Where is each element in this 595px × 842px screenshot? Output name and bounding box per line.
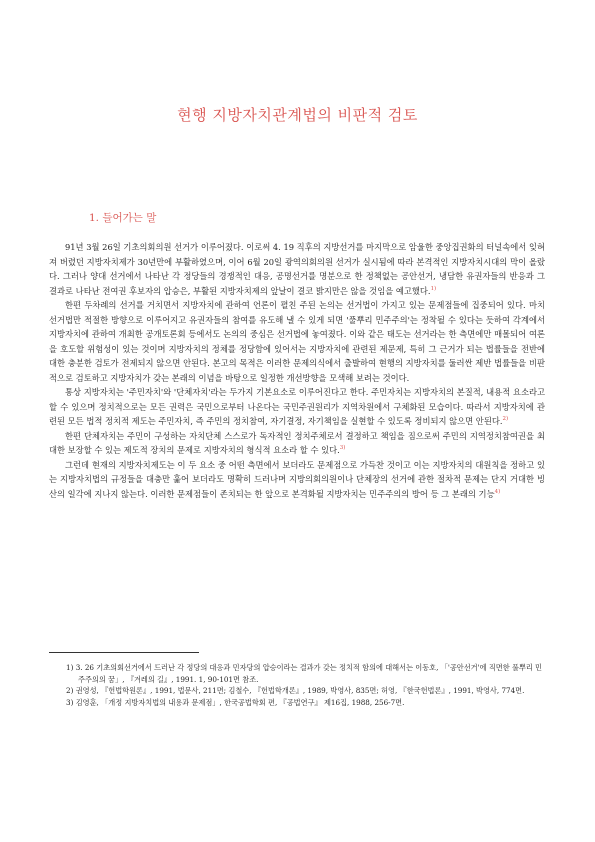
- paragraph-1: [49, 240, 545, 298]
- footnote-2: [66, 685, 548, 697]
- paragraph-1-text: 91년 3월 26일 기초의회의원 선거가 이루어졌다. 이로써 4. 19 직후의 지방선거를 마지막으로 암울한 중앙집권화의 터널속에서 잊혀져 버렸던 지방자치제가 30년만에 부활하였으며, 이어 6월 20일 광역의회의원 선거가 실시됨에 따라 본격적인 지방자치시대의 막이 올랐다. 그러나 양대 선거에서 나타난 각 정당들의 경쟁적인 대응, 공명선거를 명분으로 한 정책없는 공안선거, 냉담한 유권자들의 반응과 그 결과로 나타난 전여권 후보자의 압승은, 부활된 지방자치제의 앞날이 결코 밝지만은 않을 것임을 예고했다.: [49, 242, 545, 296]
- footnote-2-text: 권영성, 『헌법학원론』, 1991, 법문사, 211면; 김철수, 『헌법학개론』, 1989, 박영사, 835면; 허영, 『한국헌법론』, 1991, 박영사, 774면.: [75, 686, 525, 696]
- document-title: 현행 지방자치관계법의 비판적 검토: [177, 106, 418, 124]
- footnote-divider: [49, 652, 199, 653]
- paragraph-5: [49, 458, 545, 502]
- footnote-3-mark: 3): [66, 697, 74, 707]
- footnote-1: [66, 662, 548, 685]
- footnotes: [66, 662, 548, 708]
- paragraph-4: [49, 429, 545, 458]
- footnote-3-text: 김영훈, 「개정 지방자치법의 내용과 문제점」, 한국공법학회 편, 『공법연구』 제16집, 1988, 256-7면.: [75, 697, 405, 707]
- footnote-1-text: 3. 26 기초의회선거에서 드러난 각 정당의 대응과 민자당의 압승이라는 결과가 갖는 정치적 함의에 대해서는 이동호, 「'공안선거'에 직면한 풀뿌리 민주주의의 꿈」, 『겨레의 길』, 1991. 1, 90-101면 참조.: [75, 663, 543, 684]
- footnote-ref-1: 1): [430, 285, 437, 292]
- footnote-3: [66, 697, 548, 709]
- paragraph-4-text: 한편 단체자치는 주민이 구성하는 자치단체 스스로가 독자적인 정치주체로서 결정하고 책임을 짐으로써 주민의 지역정치참여권을 최대한 보장할 수 있는 제도적 장치의 문제로 지방자치의 형식적 요소라 할 수 있다.: [49, 430, 545, 455]
- paragraph-3: [49, 385, 545, 429]
- footnote-ref-4: 4): [494, 488, 501, 495]
- footnote-ref-3: 3): [339, 445, 346, 452]
- body-text: [49, 240, 545, 501]
- paragraph-2: 한편 두차례의 선거를 거치면서 지방자치에 관하여 언론이 펼친 주된 논의는 선거법이 가지고 있는 문제점들에 집중되어 있다. 마치 선거법만 적절한 방향으로 이루어지고 유권자들의 참여를 유도해 낼 수 있게 되면 '풀뿌리 민주주의'는 정착될 수 있다는 듯하여 각계에서 지방자치에 관하여 개최한 공개토론회 등에서도 논의의 중심은 선거법에 놓여졌다. 이와 같은 태도는 선거라는 한 측면에만 매몰되어 여론을 호도할 위험성이 있는 것이며 지방자치의 정체를 정당함에 있어서는 지방자치에 관련된 제문제, 특히 그 근거가 되는 법률들을 전반에 대한 충분한 검토가 전제되지 않으면 안된다. 본고의 목적은 이러한 문제의식에서 출발하여 현행의 지방자치를 둘러싼 제반 법률들을 비판적으로 검토하고 지방자치가 갖는 본래의 이념을 바탕으로 일정한 개선방향을 모색해 보려는 것이다.: [49, 300, 545, 383]
- paragraph-5-text: 그런데 현재의 지방자치제도는 이 두 요소 중 어떤 측면에서 보더라도 문제점으로 가득찬 것이고 이는 지방자치의 대원칙을 정하고 있는 지방자치법의 규정들을 대충만 훑어 보더라도 명확히 드러나며 지방의회의원이나 단체장의 선거에 관한 절차적 문제는 단지 거대한 빙산의 일각에 지나지 않는다. 이러한 문제점들이 존치되는 한 앞으로 본격화될 지방자치는 민주주의의 방어 등 그 본래의 기능: [49, 459, 545, 499]
- footnote-ref-2: 2): [502, 416, 509, 423]
- footnote-1-mark: 1): [66, 663, 74, 672]
- section-heading: 1. 들어가는 말: [89, 212, 157, 224]
- paragraph-3-text: 통상 지방자치는 '주민자치'와 '단체자치'라는 두가지 기본요소로 이루어진다고 한다. 주민자치는 지방자치의 본질적, 내용적 요소라고 할 수 있으며 정치적으로는 모든 권력은 국민으로부터 나온다는 국민주권원리가 지역차원에서 구체화된 모습이다. 따라서 지방자치에 관련된 모든 법적 정치적 제도는 주민자치, 즉 주민의 정치참여, 자기결정, 자기책임을 실현할 수 있도록 정비되지 않으면 안된다.: [49, 387, 545, 426]
- footnote-2-mark: 2): [66, 686, 74, 696]
